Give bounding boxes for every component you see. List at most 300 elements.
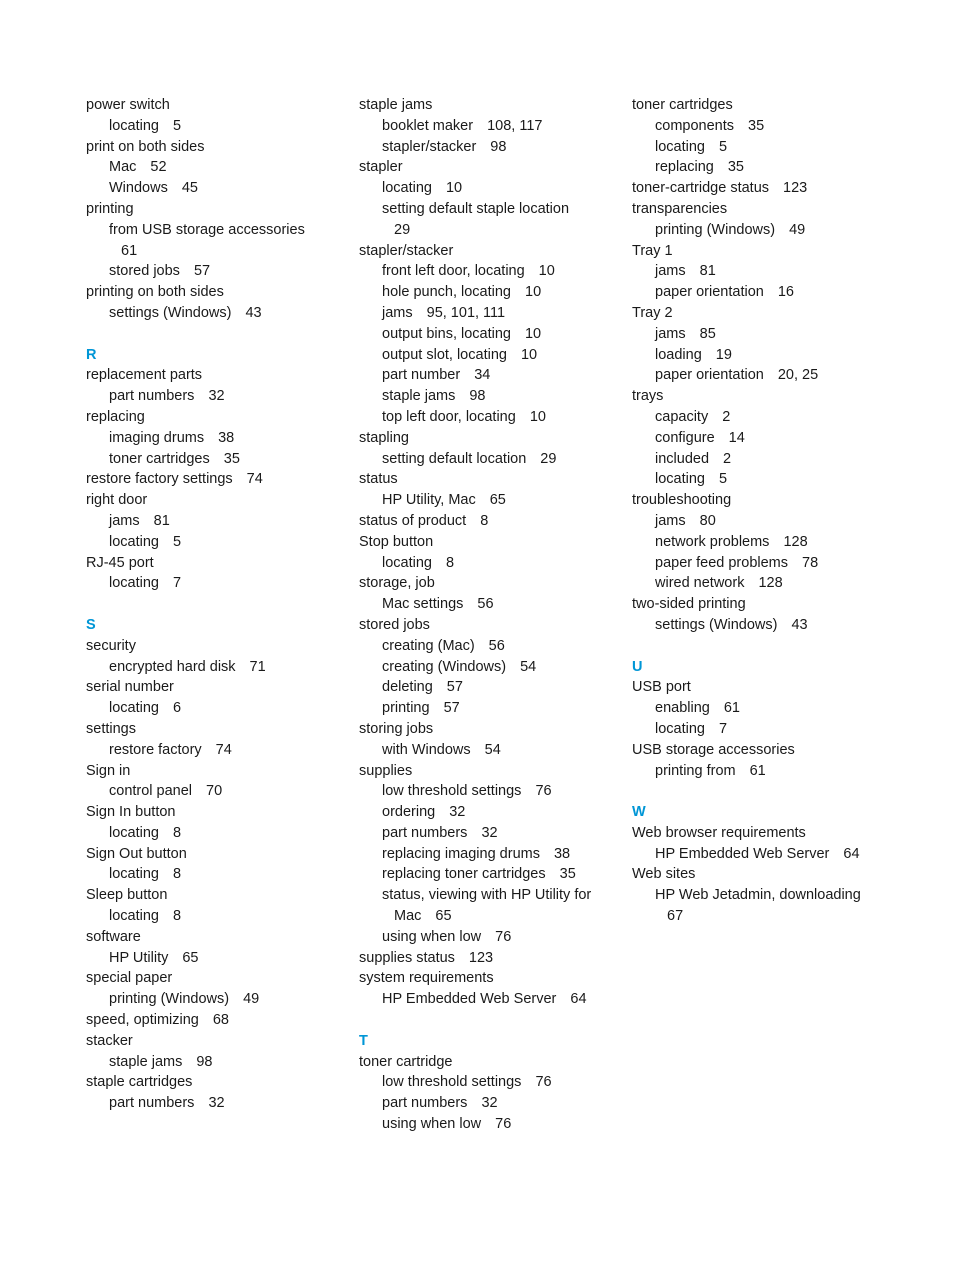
index-term [632,303,892,324]
page-reference-link[interactable]: 32 [481,824,498,841]
index-subentry [632,449,892,470]
entry-text: system requirements [359,970,494,987]
page-reference-link[interactable]: 57 [193,263,211,280]
index-term [86,677,346,698]
index-subentry [632,844,892,865]
page-reference-link[interactable]: 76 [495,1116,512,1133]
index-subentry [632,345,892,366]
page-reference-link[interactable]: 29 [394,221,411,238]
entry-text: printing [86,200,134,217]
page-reference-link[interactable]: 81 [699,263,716,280]
index-subentry [632,220,892,241]
entry-text: locating [109,866,159,883]
entry-text: Sign in [86,762,131,779]
index-term [86,282,346,303]
entry-text: locating [109,700,159,717]
page-reference-link[interactable]: 10 [524,325,542,342]
entry-text: paper feed problems [655,554,788,571]
index-subentry [359,553,619,574]
page-reference-link[interactable]: 76 [535,1074,552,1091]
entry-text: top left door, locating [382,408,516,425]
index-subentry [632,532,892,553]
entry-text: staple cartridges [86,1074,193,1091]
index-subentry [632,615,892,636]
page-reference-link[interactable]: 65 [435,908,452,925]
entry-text: using when low [382,1116,482,1133]
page-reference-link[interactable]: 70 [206,783,223,800]
index-term [86,636,346,657]
entry-text: toner cartridges [632,97,733,113]
index-term [359,511,619,532]
index-subentry [86,386,346,407]
index-term [359,615,619,636]
index-subentry [359,1114,619,1135]
page-reference-link[interactable]: 16 [777,284,794,301]
index-subentry [359,802,619,823]
entry-text: locating [382,180,432,197]
index-letter-heading: T [359,1032,368,1049]
entry-text: HP Utility [109,949,169,966]
index-term [632,740,892,761]
index-subentry [632,324,892,345]
entry-text: stapling [359,429,409,446]
page-reference-link[interactable]: 7 [718,720,728,737]
page-reference-link[interactable]: 74 [246,471,263,488]
index-term [632,95,892,116]
entry-text: jams [109,512,140,529]
page-reference-link[interactable]: 8 [172,824,182,841]
page-reference-link[interactable]: 54 [520,658,537,675]
page-reference-link[interactable]: 35 [559,866,576,883]
entry-text: stapler/stacker [382,138,477,155]
index-term [632,490,892,511]
index-subentry [86,261,346,282]
entry-text: jams [655,263,686,280]
index-subentry [359,449,619,470]
entry-text: using when low [382,928,482,945]
page-reference-link[interactable]: 2 [723,450,732,467]
entry-text: storage, job [359,575,435,592]
page-reference-link[interactable]: 65 [489,492,506,509]
index-term [86,927,346,948]
page-reference-link[interactable]: 57 [443,700,460,717]
page-reference-link[interactable]: 32 [208,388,225,405]
index-column-3 [632,95,892,927]
index-subentry [632,428,892,449]
entry-text: ordering [382,804,436,821]
index-subentry [359,303,619,324]
index-subentry [86,573,346,594]
entry-text: locating [109,117,159,134]
index-term [86,553,346,574]
index-term [632,677,892,698]
index-subentry [359,199,619,220]
index-term [359,719,619,740]
entry-text: setting default staple location [382,200,570,217]
index-subentry [632,365,892,386]
page-reference-link[interactable]: 8 [480,512,489,529]
index-subentry [359,407,619,428]
index-term [632,386,892,407]
entry-text: part numbers [109,388,195,405]
page-reference-link[interactable]: 56 [477,596,494,613]
index-term [359,761,619,782]
index-column-1 [86,95,346,1114]
entry-text: status of product [359,512,467,529]
entry-text: power switch [86,97,170,113]
entry-text: locating [655,720,705,737]
entry-text: status, viewing with HP Utility for [382,887,592,904]
page-reference-link[interactable]: 5 [718,471,728,488]
index-subentry [86,116,346,137]
entry-text: Sign Out button [86,845,187,862]
entry-text: replacing [655,159,714,176]
index-subentry [632,137,892,158]
index-subentry [359,282,619,303]
entry-text: printing on both sides [86,284,224,301]
index-subentry [359,823,619,844]
entry-text: HP Embedded Web Server [655,845,830,862]
index-term [86,469,346,490]
entry-text: HP Web Jetadmin, downloading [655,887,861,904]
entry-text: locating [655,471,705,488]
page-reference-link[interactable]: 35 [748,117,765,134]
page-reference-link[interactable]: 6 [172,700,182,717]
index-letter-heading: S [86,616,96,633]
entry-text: software [86,928,141,945]
index-term [359,469,619,490]
entry-text: print on both sides [86,138,205,155]
entry-text: booklet maker [382,117,474,134]
page-reference-link[interactable]: 32 [449,804,466,821]
page-reference-link[interactable]: 43 [791,616,808,633]
page-reference-link[interactable]: 49 [789,221,806,238]
page-reference-link[interactable]: 61 [749,762,766,779]
entry-text: Sign In button [86,804,176,821]
page-reference-link[interactable]: 38 [218,429,235,446]
index-subentry [632,511,892,532]
entry-text: serial number [86,679,174,696]
entry-text: locating [109,908,159,925]
index-term [86,1072,346,1093]
index-term [359,1052,619,1073]
entry-text: replacing toner cartridges [382,866,546,883]
section-spacer [359,1010,619,1031]
index-subentry [359,989,619,1010]
page-reference-link[interactable]: 10 [538,263,555,280]
index-term [86,968,346,989]
entry-text: toner-cartridge status [632,180,770,197]
section-spacer [86,324,346,345]
entry-text: encrypted hard disk [109,658,236,675]
entry-text: USB port [632,679,691,696]
index-letter-heading: R [86,346,97,363]
entry-text: network problems [655,533,770,550]
index-subentry [86,532,346,553]
page-reference-link[interactable]: 34 [474,367,491,384]
page-reference-link[interactable]: 10 [520,346,538,363]
entry-text: settings [86,720,136,737]
page-reference-link[interactable]: 98 [196,1053,213,1070]
page-reference-link[interactable]: 54 [484,741,501,758]
entry-text: with Windows [382,741,471,758]
page-reference-link[interactable]: 78 [802,554,819,571]
entry-text: trays [632,388,664,405]
index-letter-heading: U [632,658,643,675]
page-reference-link[interactable]: 5 [172,533,182,550]
index-subentry [359,636,619,657]
index-subentry [86,449,346,470]
entry-text: locating [655,138,705,155]
page-reference-link[interactable]: 32 [208,1095,225,1112]
page-reference-link[interactable]: 29 [540,450,557,467]
entry-text: transparencies [632,200,728,217]
index-subentry [359,261,619,282]
page-reference-link[interactable]: 8 [172,866,182,883]
index-subentry [632,885,892,906]
page-reference-link[interactable]: 19 [715,346,732,363]
entry-text: Stop button [359,533,434,550]
page-reference-link[interactable]: 10 [529,408,546,425]
page-reference-link[interactable]: 61 [723,700,740,717]
index-letter-heading: W [632,804,646,821]
index-term [632,823,892,844]
index-subentry [359,365,619,386]
entry-text: output bins, locating [382,325,511,342]
entry-text: locating [109,575,159,592]
page-reference-link[interactable]: 43 [245,304,262,321]
entry-text: jams [655,512,686,529]
index-subentry [359,927,619,948]
index-subentry [359,324,619,345]
index-continuation [359,220,619,241]
index-subentry [359,677,619,698]
index-subentry [632,553,892,574]
index-term [86,199,346,220]
index-subentry [632,573,892,594]
entry-text: security [86,637,136,654]
page-reference-link[interactable]: 71 [249,658,266,675]
entry-text: supplies status [359,949,455,966]
entry-text: creating (Windows) [382,658,507,675]
index-subentry [86,428,346,449]
entry-text: wired network [655,575,745,592]
entry-text: Sleep button [86,887,168,904]
index-subentry [359,178,619,199]
entry-text: control panel [109,783,193,800]
index-subentry [632,698,892,719]
entry-text: staple jams [359,97,433,113]
entry-text: paper orientation [655,284,764,301]
entry-text: restore factory [109,741,202,758]
entry-text: hole punch, locating [382,284,511,301]
index-term [86,761,346,782]
entry-text: from USB storage accessories [109,221,305,238]
entry-text: locating [109,824,159,841]
entry-text: low threshold settings [382,783,522,800]
entry-text: Mac settings [382,596,464,613]
entry-text: printing (Windows) [109,991,230,1008]
entry-text: right door [86,492,148,509]
entry-text: jams [382,304,413,321]
entry-text: restore factory settings [86,471,233,488]
entry-text: locating [109,533,159,550]
index-subentry [632,719,892,740]
entry-text: creating (Mac) [382,637,475,654]
index-term [632,178,892,199]
entry-text: special paper [86,970,173,987]
page-reference-link[interactable]: 123 [783,180,808,197]
entry-text: capacity [655,408,709,425]
page-reference-link[interactable]: 68 [212,1012,229,1029]
section-spacer [632,636,892,657]
index-term [86,407,346,428]
page-reference-link[interactable]: 65 [182,949,199,966]
index-subentry [86,698,346,719]
index-subentry [359,885,619,906]
entry-text: included [655,450,710,467]
index-subentry [86,1093,346,1114]
page-reference-link[interactable]: 76 [495,928,512,945]
index-subentry [359,137,619,158]
page-reference-link[interactable]: 45 [181,180,198,197]
index-subentry [632,261,892,282]
page-reference-link[interactable]: 98 [490,138,507,155]
page-reference-link[interactable]: 8 [172,908,182,925]
index-term [632,864,892,885]
index-subentry [86,948,346,969]
entry-text: Web browser requirements [632,824,806,841]
entry-text: stapler/stacker [359,242,454,259]
page-reference-link[interactable]: 5 [718,138,728,155]
index-subentry [359,1093,619,1114]
entry-text: replacing [86,408,145,425]
index-term [359,95,619,116]
index-subentry [86,511,346,532]
entry-text: printing [382,700,430,717]
entry-text: part numbers [109,1095,195,1112]
entry-text: toner cartridge [359,1053,453,1070]
page-reference-link[interactable]: 57 [446,679,463,696]
page-reference-link[interactable]: 20, 25 [777,367,819,384]
page-reference-link[interactable]: 56 [488,637,505,654]
index-term [632,241,892,262]
page-reference-link[interactable]: 74 [215,741,232,758]
entry-text: part number [382,367,461,384]
page-reference-link[interactable]: 61 [121,242,138,259]
entry-text: paper orientation [655,367,764,384]
entry-text: supplies [359,762,413,779]
entry-text: enabling [655,700,710,717]
page-reference-link[interactable]: 10 [525,284,542,301]
page-reference-link[interactable]: 32 [481,1095,498,1112]
entry-text: status [359,471,398,488]
index-subentry [86,740,346,761]
page-reference-link[interactable]: 108, 117 [487,117,543,134]
entry-text: front left door, locating [382,263,525,280]
page-reference-link[interactable]: 35 [223,450,240,467]
index-subentry [632,157,892,178]
entry-text: setting default location [382,450,527,467]
index-subentry [86,823,346,844]
index-subentry [86,1052,346,1073]
index-term [359,157,619,178]
entry-text: loading [655,346,702,363]
entry-text: toner cartridges [109,450,210,467]
index-subentry [632,116,892,137]
page-reference-link[interactable]: 14 [728,429,745,446]
page-reference-link[interactable]: 64 [843,845,860,862]
page-reference-link[interactable]: 95, 101, 111 [426,304,506,321]
entry-text: printing (Windows) [655,221,776,238]
index-subentry [359,844,619,865]
entry-text: printing from [655,762,736,779]
index-term [632,594,892,615]
entry-text: settings (Windows) [655,616,778,633]
entry-text: components [655,117,734,134]
index-subentry [86,178,346,199]
page-reference-link[interactable]: 67 [667,908,684,925]
page-reference-link[interactable]: 52 [150,159,167,176]
entry-text: output slot, locating [382,346,507,363]
page-reference-link[interactable]: 35 [727,159,744,176]
section-spacer [86,594,346,615]
index-subentry [86,657,346,678]
page-reference-link[interactable]: 81 [153,512,170,529]
page-reference-link[interactable]: 85 [699,325,716,342]
entry-text: part numbers [382,824,468,841]
entry-text: part numbers [382,1095,468,1112]
index-term [86,490,346,511]
page-reference-link[interactable]: 2 [722,408,731,425]
page-reference-link[interactable]: 8 [445,554,455,571]
page-reference-link[interactable]: 7 [172,575,182,592]
page-reference-link[interactable]: 64 [570,991,587,1008]
index-subentry [359,386,619,407]
page-reference-link[interactable]: 80 [699,512,716,529]
entry-text: jams [655,325,686,342]
index-subentry [86,303,346,324]
index-subentry [632,469,892,490]
entry-text: USB storage accessories [632,741,795,758]
index-term [86,365,346,386]
index-term [359,241,619,262]
page-reference-link[interactable]: 128 [758,575,783,592]
entry-text: replacement parts [86,367,203,384]
page-reference-link[interactable]: 10 [445,180,463,197]
index-subentry [359,864,619,885]
page-reference-link[interactable]: 128 [783,533,808,550]
entry-text: HP Utility, Mac [382,492,476,509]
index-term [359,428,619,449]
page-reference-link[interactable]: 98 [469,388,486,405]
index-term [86,1031,346,1052]
index-subentry [86,157,346,178]
index-term [359,532,619,553]
entry-text: stored jobs [359,616,430,633]
page-reference-link[interactable]: 38 [553,845,571,862]
entry-text: configure [655,429,715,446]
page-reference-link[interactable]: 76 [535,783,552,800]
index-term [359,573,619,594]
entry-text: staple jams [382,388,456,405]
entry-text: troubleshooting [632,492,732,509]
page-reference-link[interactable]: 49 [243,991,260,1008]
index-term [86,137,346,158]
page-reference-link[interactable]: 5 [172,117,182,134]
index-term [86,719,346,740]
page-reference-link[interactable]: 123 [468,949,494,966]
